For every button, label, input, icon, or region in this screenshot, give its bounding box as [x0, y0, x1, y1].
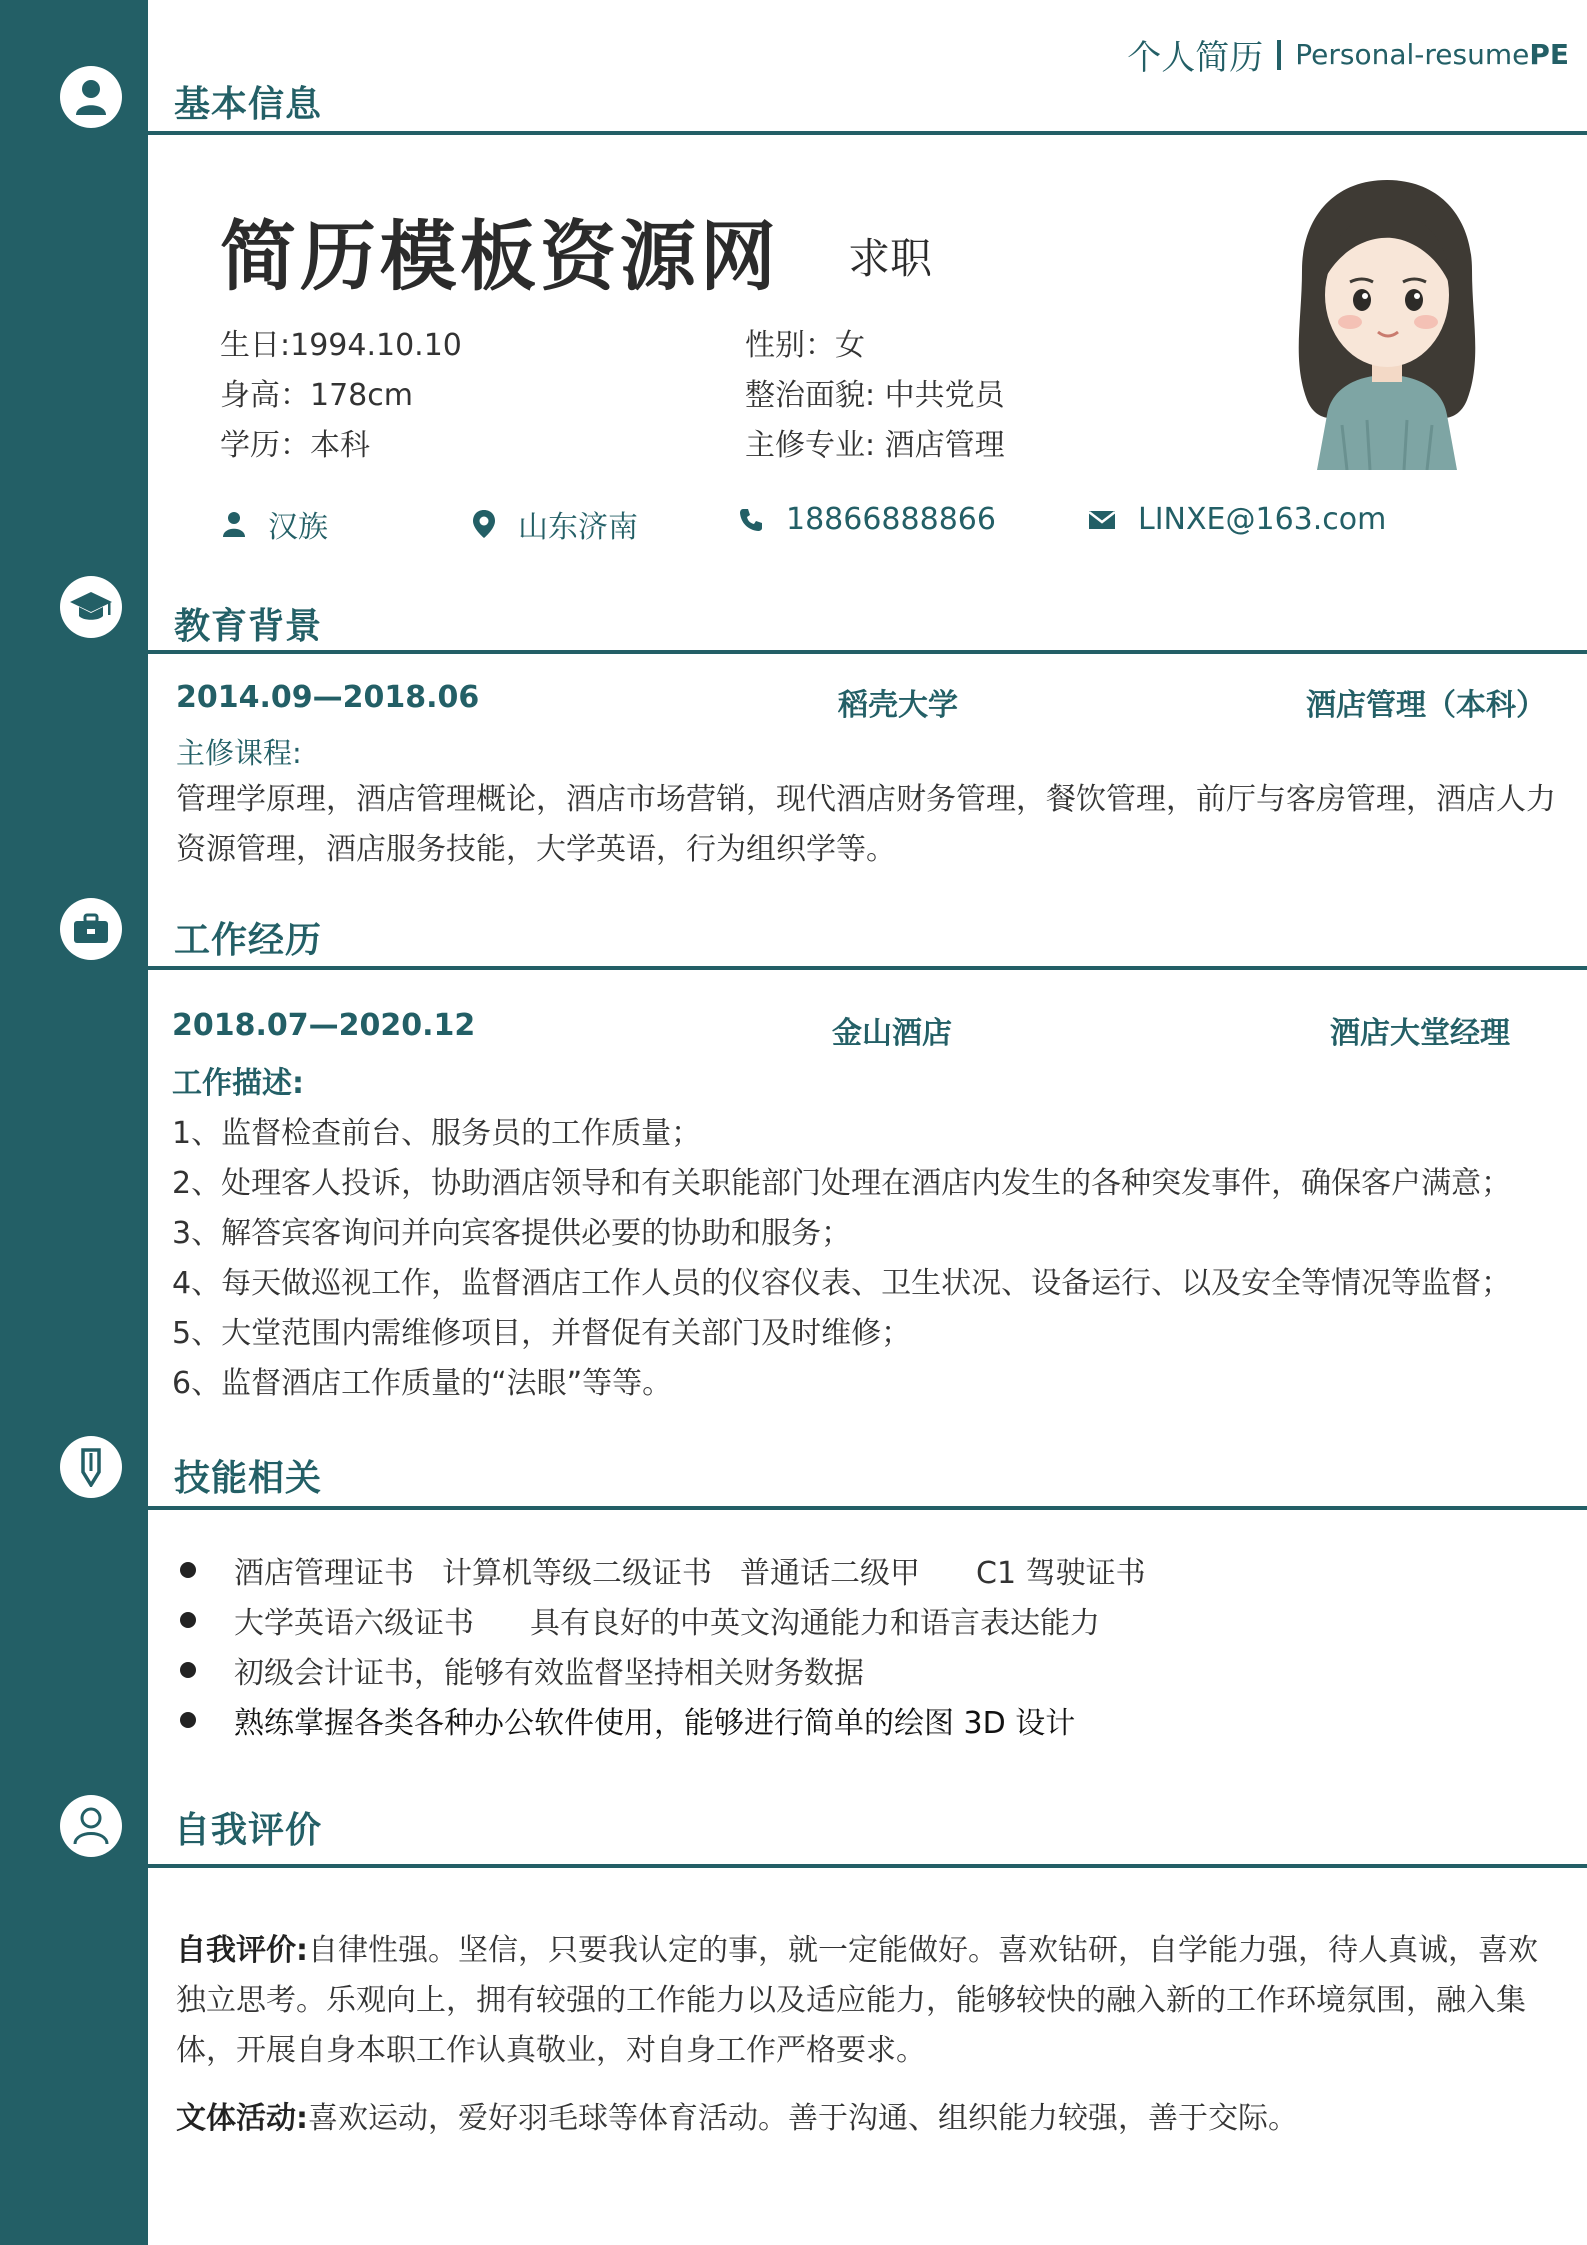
work-desc-label: 工作描述: [172, 1066, 304, 1101]
skill-item: 熟练掌握各类各种办公软件使用，能够进行简单的绘图 3D 设计 [180, 1698, 1075, 1742]
gender: 性别：女 [745, 328, 865, 363]
resume-header-tag [1127, 30, 1569, 79]
pen-icon [60, 1436, 122, 1498]
graduation-cap-icon [60, 576, 122, 638]
header-title-en: Personal-resumePE [1295, 38, 1569, 71]
courses-line-1: 管理学原理，酒店管理概论，酒店市场营销，现代酒店财务管理，餐饮管理，前厅与客房管理，酒店人力 [176, 782, 1556, 817]
candidate-name: 简历模板资源网 [220, 212, 780, 301]
header-divider [1277, 40, 1281, 70]
section-divider [148, 966, 1587, 970]
work-item: 1、监督检查前台、服务员的工作质量； [172, 1116, 702, 1151]
self-evaluation: 自我评价:自律性强。坚信，只要我认定的事，就一定能做好。喜欢钻研，自学能力强，待人真诚，喜欢独立思考。乐观向上，拥有较强的工作能力以及适应能力，能够较快的融入新的工作环境氛围，融入集体，开展自身本职工作认真敬业，对自身工作严格要求。 [176, 1933, 1538, 2068]
section-title-education: 教育背景 [174, 606, 323, 647]
contact-location: 山东济南 [472, 502, 638, 546]
degree: 学历：本科 [220, 428, 370, 463]
major: 主修专业: 酒店管理 [745, 428, 1005, 463]
skill-item: 酒店管理证书 计算机等级二级证书 普通话二级甲 C1 驾驶证书 [180, 1548, 1146, 1592]
work-period: 2018.07—2020.12 [172, 1008, 476, 1043]
contact-email: LINXE@163.com [1088, 502, 1386, 537]
work-item: 3、解答宾客询问并向宾客提供必要的协助和服务； [172, 1216, 852, 1251]
work-position: 酒店大堂经理 [1330, 1016, 1510, 1051]
section-divider [148, 131, 1587, 135]
work-item: 4、每天做巡视工作，监督酒店工作人员的仪容仪表、卫生状况、设备运行、以及安全等情况等监督； [172, 1266, 1512, 1301]
education-school: 稻壳大学 [838, 688, 958, 723]
birthday: 生日:1994.10.10 [220, 328, 462, 363]
courses-label: 主修课程: [176, 736, 302, 770]
bullet-dot [180, 1662, 196, 1678]
sidebar [0, 0, 148, 2245]
height: 身高：178cm [220, 378, 413, 413]
work-company: 金山酒店 [832, 1016, 952, 1051]
contact-phone: 18866888866 [738, 502, 996, 537]
section-title-skills: 技能相关 [174, 1458, 323, 1499]
bullet-dot [180, 1562, 196, 1578]
bullet-dot [180, 1612, 196, 1628]
skill-item: 初级会计证书，能够有效监督坚持相关财务数据 [180, 1648, 864, 1692]
education-major: 酒店管理（本科） [1306, 688, 1546, 723]
section-divider [148, 1864, 1587, 1868]
courses-line-2: 资源管理，酒店服务技能，大学英语，行为组织学等。 [176, 832, 896, 867]
work-item: 2、处理客人投诉，协助酒店领导和有关职能部门处理在酒店内发生的各种突发事件，确保客户满意； [172, 1166, 1512, 1201]
avatar [1272, 170, 1502, 470]
header-title-cn: 个人简历 [1127, 38, 1264, 78]
work-item: 6、监督酒店工作质量的“法眼”等等。 [172, 1366, 673, 1401]
section-divider [148, 1506, 1587, 1510]
section-title-self: 自我评价 [174, 1810, 323, 1851]
skill-item: 大学英语六级证书 具有良好的中英文沟通能力和语言表达能力 [180, 1598, 1100, 1642]
person-icon [222, 511, 246, 537]
phone-icon [738, 507, 764, 533]
education-period: 2014.09—2018.06 [176, 680, 480, 715]
job-intent: 求职 [848, 234, 933, 283]
section-divider [148, 650, 1587, 654]
profile-outline-icon [60, 1795, 122, 1857]
section-title-basic: 基本信息 [174, 84, 323, 125]
work-item: 5、大堂范围内需维修项目，并督促有关部门及时维修； [172, 1316, 912, 1351]
mail-icon [1088, 509, 1116, 531]
briefcase-icon [60, 898, 122, 960]
extracurricular-activities: 文体活动:喜欢运动，爱好羽毛球等体育活动。善于沟通、组织能力较强，善于交际。 [176, 2101, 1298, 2136]
political-status: 整治面貌: 中共党员 [745, 378, 1005, 413]
contact-ethnicity: 汉族 [222, 502, 328, 546]
section-title-work: 工作经历 [174, 920, 323, 961]
bullet-dot [180, 1712, 196, 1728]
user-icon [60, 66, 122, 128]
location-pin-icon [472, 509, 496, 539]
